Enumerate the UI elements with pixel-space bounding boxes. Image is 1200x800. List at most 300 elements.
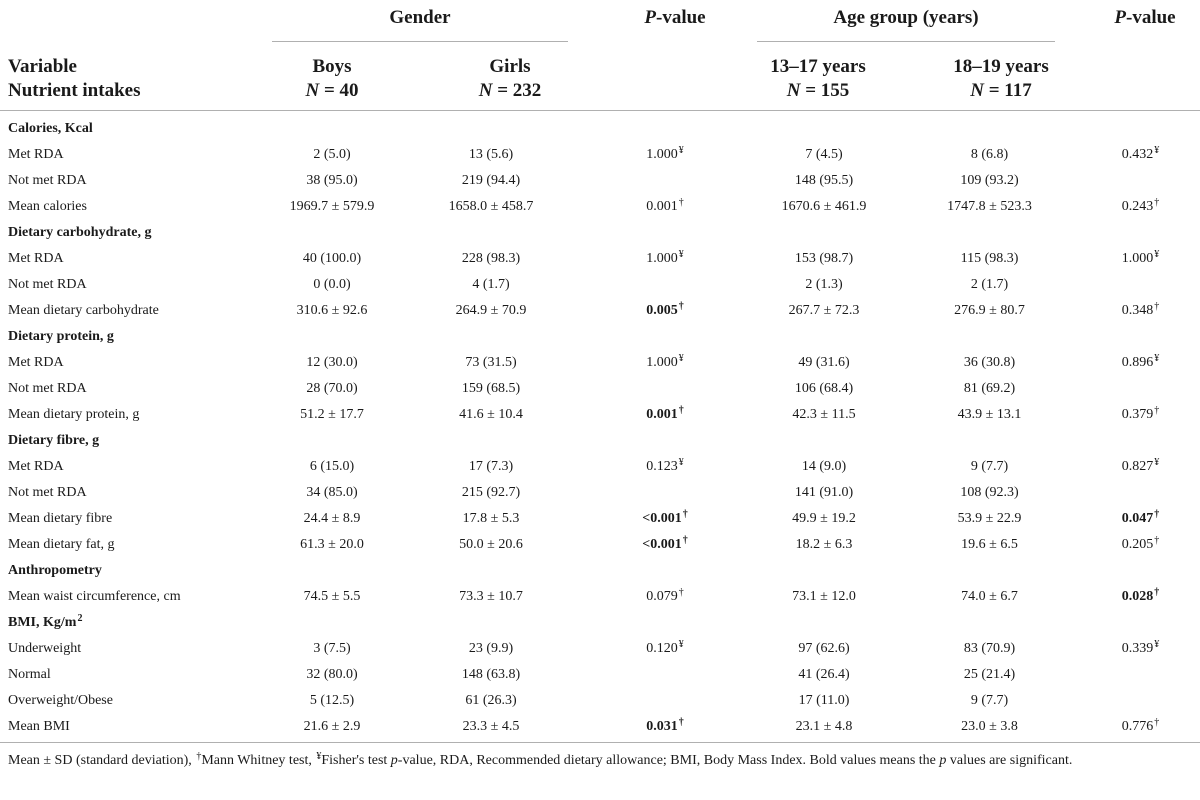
header-age1 xyxy=(738,55,898,103)
table-row xyxy=(0,532,1200,558)
cell-pvalue-age-value: 0.776 xyxy=(1121,719,1154,734)
header-age2 xyxy=(921,55,1081,103)
cell-girls-value: 215 (92.7) xyxy=(461,485,521,500)
header-boys-label: Boys xyxy=(312,56,352,77)
header-age-rule xyxy=(757,41,1055,42)
cell-boys-value: 21.6 ± 2.9 xyxy=(303,719,361,734)
cell-pvalue-gender xyxy=(580,688,750,714)
cell-age-18-19-value: 276.9 ± 80.7 xyxy=(954,303,1025,318)
dagger-symbol: † xyxy=(196,751,202,762)
nutrient-table-body xyxy=(0,116,1200,740)
cell-girls-value: 50.0 ± 20.6 xyxy=(459,537,523,552)
cell-pvalue-gender xyxy=(580,714,750,740)
cell-age-13-17 xyxy=(750,142,898,168)
header-age1-n xyxy=(738,79,898,103)
section-row xyxy=(0,324,1200,350)
header-gender: Gender xyxy=(389,7,451,28)
cell-boys-value: 6 (15.0) xyxy=(309,459,355,474)
nutrient-table xyxy=(0,116,1200,740)
cell-pvalue-gender xyxy=(580,584,750,610)
cell-pvalue-gender xyxy=(580,454,750,480)
test-marker: † xyxy=(1154,717,1160,728)
cell-pvalue-age xyxy=(1081,272,1200,298)
test-marker: † xyxy=(682,509,688,520)
row-label-value: Mean BMI xyxy=(8,719,70,734)
cell-age-13-17 xyxy=(750,376,898,402)
test-marker: ¥ xyxy=(678,145,684,156)
cell-boys xyxy=(262,688,402,714)
cell-girls xyxy=(402,246,580,272)
cell-age-13-17-value: 1670.6 ± 461.9 xyxy=(781,199,867,214)
cell-boys-value: 12 (30.0) xyxy=(306,355,358,370)
cell-pvalue-gender xyxy=(580,506,750,532)
cell-boys-value: 310.6 ± 92.6 xyxy=(296,303,368,318)
cell-pvalue-age xyxy=(1081,194,1200,220)
row-label xyxy=(0,584,262,610)
cell-girls-value: 23.3 ± 4.5 xyxy=(462,719,520,734)
section-row xyxy=(0,220,1200,246)
cell-age-13-17-value: 97 (62.6) xyxy=(798,641,850,656)
cell-age-13-17-value: 17 (11.0) xyxy=(798,693,850,708)
table-row xyxy=(0,194,1200,220)
header-age2-label: 18–19 years xyxy=(953,56,1049,77)
row-label-value: Met RDA xyxy=(8,355,64,370)
row-label-value: Not met RDA xyxy=(8,277,87,292)
header-p-suffix: -value xyxy=(656,7,706,28)
header-p-suffix: -value xyxy=(1126,7,1176,28)
cell-boys-value: 74.5 ± 5.5 xyxy=(303,589,361,604)
header-pvalue-age xyxy=(1090,6,1200,30)
cell-age-18-19-value: 74.0 ± 6.7 xyxy=(961,589,1018,604)
cell-pvalue-gender xyxy=(580,246,750,272)
cell-pvalue-age xyxy=(1081,714,1200,740)
table-row xyxy=(0,350,1200,376)
section-row xyxy=(0,428,1200,454)
row-label xyxy=(0,480,262,506)
test-marker: ¥ xyxy=(1154,249,1160,260)
cell-boys-value: 34 (85.0) xyxy=(306,485,358,500)
cell-age-18-19 xyxy=(898,688,1081,714)
cell-pvalue-age xyxy=(1081,402,1200,428)
cell-age-13-17 xyxy=(750,714,898,740)
row-label xyxy=(0,168,262,194)
cell-age-13-17 xyxy=(750,350,898,376)
cell-age-13-17-value: 141 (91.0) xyxy=(794,485,854,500)
cell-boys xyxy=(262,532,402,558)
cell-age-18-19-value: 9 (7.7) xyxy=(970,693,1009,708)
cell-pvalue-age xyxy=(1081,532,1200,558)
row-label-value: Mean dietary protein, g xyxy=(8,407,140,422)
cell-boys xyxy=(262,272,402,298)
row-label-value: Underweight xyxy=(8,641,82,656)
cell-age-13-17-value: 106 (68.4) xyxy=(794,381,854,396)
cell-age-18-19 xyxy=(898,662,1081,688)
section-heading xyxy=(0,220,1200,246)
cell-age-18-19 xyxy=(898,636,1081,662)
test-marker: ¥ xyxy=(1154,457,1160,468)
footnote-part3: Fisher's test xyxy=(321,753,391,768)
cell-girls xyxy=(402,584,580,610)
cell-age-18-19-value: 109 (93.2) xyxy=(960,173,1019,188)
cell-age-13-17 xyxy=(750,298,898,324)
section-row xyxy=(0,116,1200,142)
table-row xyxy=(0,714,1200,740)
header-n-letter: N xyxy=(305,80,320,101)
cell-pvalue-gender xyxy=(580,532,750,558)
table-row xyxy=(0,662,1200,688)
test-marker: ¥ xyxy=(1154,145,1160,156)
cell-age-18-19-value: 36 (30.8) xyxy=(963,355,1016,370)
cell-boys-value: 38 (95.0) xyxy=(306,173,358,188)
cell-age-18-19 xyxy=(898,532,1081,558)
row-label-value: Met RDA xyxy=(8,147,64,162)
test-marker: † xyxy=(678,717,684,728)
section-row xyxy=(0,558,1200,584)
header-pvalue-gender xyxy=(610,6,740,30)
cell-boys xyxy=(262,714,402,740)
cell-boys-value: 61.3 ± 20.0 xyxy=(300,537,364,552)
table-row xyxy=(0,246,1200,272)
cell-age-18-19 xyxy=(898,454,1081,480)
cell-age-13-17-value: 7 (4.5) xyxy=(805,147,843,162)
cell-age-18-19 xyxy=(898,272,1081,298)
table-row xyxy=(0,506,1200,532)
cell-pvalue-gender-value: 0.001 xyxy=(646,199,678,214)
cell-pvalue-gender xyxy=(580,298,750,324)
cell-boys-value: 0 (0.0) xyxy=(313,277,351,292)
test-marker: † xyxy=(1154,509,1160,520)
cell-age-18-19-value: 115 (98.3) xyxy=(960,251,1019,266)
header-girls xyxy=(440,55,580,103)
cell-pvalue-gender xyxy=(580,636,750,662)
test-marker: ¥ xyxy=(678,639,684,650)
footnote-part1: Mean ± SD (standard deviation), xyxy=(8,753,196,768)
cell-boys-value: 2 (5.0) xyxy=(313,147,351,162)
cell-girls xyxy=(402,168,580,194)
table-row xyxy=(0,636,1200,662)
table-row xyxy=(0,688,1200,714)
header-n-eq: = xyxy=(492,80,513,101)
header-bottom-rule xyxy=(0,110,1200,111)
header-n-eq: = xyxy=(983,80,1005,101)
cell-age-18-19-value: 53.9 ± 22.9 xyxy=(957,511,1022,526)
cell-age-13-17-value: 18.2 ± 6.3 xyxy=(795,537,853,552)
cell-age-13-17 xyxy=(750,662,898,688)
cell-pvalue-gender-value: 0.120 xyxy=(646,641,678,656)
row-label xyxy=(0,688,262,714)
table-row xyxy=(0,584,1200,610)
cell-girls xyxy=(402,714,580,740)
cell-pvalue-age-value: 0.047 xyxy=(1121,511,1154,526)
header-p-letter: P xyxy=(644,7,656,28)
cell-girls xyxy=(402,480,580,506)
row-label xyxy=(0,506,262,532)
cell-age-13-17 xyxy=(750,584,898,610)
cell-pvalue-gender-value: 0.001 xyxy=(646,407,678,422)
table-row xyxy=(0,376,1200,402)
section-heading-text: Calories, Kcal xyxy=(8,121,93,136)
cell-pvalue-age-value: 0.205 xyxy=(1121,537,1154,552)
cell-pvalue-age xyxy=(1081,480,1200,506)
footnote-p-italic2: p xyxy=(939,753,947,768)
cell-pvalue-age-value: 0.028 xyxy=(1121,589,1154,604)
header-variable-line1: Variable xyxy=(8,56,77,77)
row-label-value: Met RDA xyxy=(8,459,64,474)
cell-pvalue-gender xyxy=(580,272,750,298)
row-label-value: Normal xyxy=(8,667,51,682)
section-row xyxy=(0,610,1200,636)
header-age1-count: 155 xyxy=(820,80,850,101)
section-heading-superscript: 2 xyxy=(77,613,83,624)
row-label xyxy=(0,532,262,558)
cell-age-13-17-value: 267.7 ± 72.3 xyxy=(788,303,860,318)
cell-girls xyxy=(402,376,580,402)
cell-age-13-17-value: 42.3 ± 11.5 xyxy=(792,407,856,422)
cell-boys-value: 40 (100.0) xyxy=(302,251,362,266)
cell-pvalue-age xyxy=(1081,636,1200,662)
row-label-value: Mean dietary carbohydrate xyxy=(8,303,159,318)
cell-age-13-17-value: 73.1 ± 12.0 xyxy=(792,589,856,604)
cell-age-18-19 xyxy=(898,480,1081,506)
cell-pvalue-gender xyxy=(580,376,750,402)
cell-girls xyxy=(402,402,580,428)
cell-girls-value: 61 (26.3) xyxy=(465,693,517,708)
cell-age-13-17 xyxy=(750,454,898,480)
cell-pvalue-age xyxy=(1081,662,1200,688)
cell-age-13-17 xyxy=(750,636,898,662)
cell-pvalue-gender-value: 1.000 xyxy=(646,355,678,370)
cell-age-13-17 xyxy=(750,402,898,428)
cell-girls xyxy=(402,454,580,480)
cell-boys xyxy=(262,298,402,324)
header-variable xyxy=(8,55,140,103)
cell-pvalue-age xyxy=(1081,168,1200,194)
cell-boys xyxy=(262,584,402,610)
cell-girls xyxy=(402,636,580,662)
cell-age-18-19 xyxy=(898,298,1081,324)
table-footnote xyxy=(8,750,1193,771)
row-label-value: Not met RDA xyxy=(8,173,87,188)
cell-boys-value: 5 (12.5) xyxy=(309,693,355,708)
cell-boys-value: 28 (70.0) xyxy=(306,381,358,396)
header-age2-count: 117 xyxy=(1004,80,1032,101)
row-label xyxy=(0,350,262,376)
cell-age-13-17 xyxy=(750,506,898,532)
test-marker: † xyxy=(1154,405,1160,416)
cell-pvalue-gender-value: 0.031 xyxy=(646,719,678,734)
header-age-group: Age group (years) xyxy=(833,7,979,28)
row-label xyxy=(0,142,262,168)
header-age2-n xyxy=(921,79,1081,103)
cell-age-18-19-value: 9 (7.7) xyxy=(970,459,1009,474)
cell-girls-value: 264.9 ± 70.9 xyxy=(455,303,527,318)
table-row xyxy=(0,480,1200,506)
cell-boys-value: 51.2 ± 17.7 xyxy=(300,407,364,422)
cell-pvalue-gender-value: 0.005 xyxy=(646,303,678,318)
cell-pvalue-age xyxy=(1081,506,1200,532)
cell-boys xyxy=(262,402,402,428)
cell-pvalue-gender xyxy=(580,402,750,428)
cell-girls xyxy=(402,350,580,376)
cell-boys xyxy=(262,506,402,532)
cell-age-18-19 xyxy=(898,714,1081,740)
test-marker: ¥ xyxy=(678,249,684,260)
footnote-p-italic: p xyxy=(390,753,398,768)
cell-girls xyxy=(402,142,580,168)
cell-girls-value: 17.8 ± 5.3 xyxy=(462,511,520,526)
header-boys-n xyxy=(262,79,402,103)
cell-age-13-17-value: 23.1 ± 4.8 xyxy=(795,719,853,734)
test-marker: † xyxy=(678,197,684,208)
cell-age-18-19-value: 1747.8 ± 523.3 xyxy=(947,199,1032,214)
test-marker: † xyxy=(1154,535,1160,546)
row-label-value: Met RDA xyxy=(8,251,64,266)
cell-pvalue-age-value: 0.379 xyxy=(1121,407,1154,422)
cell-pvalue-age xyxy=(1081,584,1200,610)
cell-pvalue-gender xyxy=(580,142,750,168)
header-boys-count: 40 xyxy=(339,80,359,101)
cell-pvalue-age-value: 0.243 xyxy=(1121,199,1154,214)
footnote-part5: values are significant. xyxy=(946,753,1073,768)
cell-girls-value: 4 (1.7) xyxy=(472,277,510,292)
cell-girls-value: 41.6 ± 10.4 xyxy=(459,407,523,422)
row-label-value: Overweight/Obese xyxy=(8,693,113,708)
cell-age-18-19 xyxy=(898,506,1081,532)
row-label-value: Mean dietary fat, g xyxy=(8,537,115,552)
test-marker: ¥ xyxy=(1154,353,1160,364)
table-row xyxy=(0,272,1200,298)
cell-pvalue-gender xyxy=(580,350,750,376)
row-label-value: Not met RDA xyxy=(8,485,87,500)
row-label xyxy=(0,402,262,428)
cell-age-13-17 xyxy=(750,272,898,298)
cell-girls-value: 73.3 ± 10.7 xyxy=(459,589,523,604)
cell-age-18-19 xyxy=(898,168,1081,194)
cell-age-13-17 xyxy=(750,194,898,220)
cell-boys xyxy=(262,636,402,662)
cell-age-18-19 xyxy=(898,246,1081,272)
section-heading-text: Dietary protein, g xyxy=(8,329,114,344)
footnote-part4: -value, RDA, Recommended dietary allowance; BMI, Body Mass Index. Bold values means the xyxy=(397,753,940,768)
section-heading xyxy=(0,428,1200,454)
cell-boys xyxy=(262,662,402,688)
cell-girls-value: 73 (31.5) xyxy=(465,355,517,370)
cell-pvalue-age xyxy=(1081,142,1200,168)
test-marker: † xyxy=(1154,301,1160,312)
cell-pvalue-gender xyxy=(580,194,750,220)
cell-pvalue-gender-value: <0.001 xyxy=(642,511,682,526)
header-gender-rule xyxy=(272,41,568,42)
cell-age-13-17-value: 148 (95.5) xyxy=(794,173,854,188)
cell-boys xyxy=(262,246,402,272)
row-label-value: Mean waist circumference, cm xyxy=(8,589,181,604)
section-heading-text: Dietary carbohydrate, g xyxy=(8,225,152,240)
cell-pvalue-age xyxy=(1081,298,1200,324)
cell-age-18-19-value: 19.6 ± 6.5 xyxy=(961,537,1018,552)
cell-pvalue-age xyxy=(1081,246,1200,272)
test-marker: ¥ xyxy=(1154,639,1160,650)
row-label-value: Not met RDA xyxy=(8,381,87,396)
row-label xyxy=(0,714,262,740)
header-n-letter: N xyxy=(786,80,801,101)
table-row xyxy=(0,402,1200,428)
test-marker: † xyxy=(1154,587,1160,598)
cell-pvalue-age xyxy=(1081,350,1200,376)
cell-boys xyxy=(262,194,402,220)
cell-age-18-19 xyxy=(898,584,1081,610)
section-heading-text: Dietary fibre, g xyxy=(8,433,100,448)
header-girls-n xyxy=(440,79,580,103)
section-heading-text: Anthropometry xyxy=(8,563,102,578)
row-label xyxy=(0,376,262,402)
test-marker: † xyxy=(1154,197,1160,208)
cell-pvalue-gender-value: 1.000 xyxy=(646,147,678,162)
cell-age-13-17 xyxy=(750,532,898,558)
row-label-value: Mean calories xyxy=(8,199,87,214)
footnote-part2: Mann Whitney test, xyxy=(201,753,316,768)
cell-age-18-19-value: 8 (6.8) xyxy=(970,147,1009,162)
cell-girls-value: 219 (94.4) xyxy=(461,173,521,188)
cell-girls xyxy=(402,298,580,324)
table-bottom-rule xyxy=(0,742,1200,743)
cell-pvalue-gender-value: 0.123 xyxy=(646,459,678,474)
cell-age-18-19 xyxy=(898,376,1081,402)
cell-pvalue-age xyxy=(1081,688,1200,714)
header-n-letter: N xyxy=(970,80,984,101)
section-heading xyxy=(0,324,1200,350)
cell-age-13-17-value: 49 (31.6) xyxy=(798,355,850,370)
cell-boys xyxy=(262,454,402,480)
cell-age-13-17-value: 14 (9.0) xyxy=(801,459,847,474)
cell-boys-value: 1969.7 ± 579.9 xyxy=(289,199,375,214)
row-label xyxy=(0,298,262,324)
cell-girls xyxy=(402,194,580,220)
test-marker: † xyxy=(678,301,684,312)
row-label xyxy=(0,454,262,480)
header-boys xyxy=(262,55,402,103)
row-label xyxy=(0,662,262,688)
cell-age-18-19-value: 25 (21.4) xyxy=(963,667,1016,682)
cell-age-13-17 xyxy=(750,480,898,506)
cell-boys-value: 24.4 ± 8.9 xyxy=(303,511,361,526)
cell-girls-value: 148 (63.8) xyxy=(461,667,521,682)
cell-boys xyxy=(262,142,402,168)
cell-age-18-19 xyxy=(898,142,1081,168)
cell-pvalue-age-value: 1.000 xyxy=(1121,251,1154,266)
cell-pvalue-gender xyxy=(580,168,750,194)
cell-pvalue-gender-value: <0.001 xyxy=(642,537,682,552)
cell-boys xyxy=(262,480,402,506)
cell-pvalue-age-value: 0.432 xyxy=(1121,147,1154,162)
row-label xyxy=(0,246,262,272)
cell-age-13-17-value: 2 (1.3) xyxy=(805,277,843,292)
cell-pvalue-age xyxy=(1081,376,1200,402)
cell-age-18-19-value: 81 (69.2) xyxy=(963,381,1016,396)
cell-pvalue-gender xyxy=(580,662,750,688)
header-variable-line2: Nutrient intakes xyxy=(8,80,141,101)
cell-age-18-19 xyxy=(898,194,1081,220)
cell-boys-value: 32 (80.0) xyxy=(306,667,358,682)
cell-pvalue-age-value: 0.827 xyxy=(1121,459,1154,474)
table-row xyxy=(0,142,1200,168)
cell-age-13-17 xyxy=(750,246,898,272)
cell-pvalue-gender xyxy=(580,480,750,506)
cell-age-18-19 xyxy=(898,402,1081,428)
header-age1-label: 13–17 years xyxy=(770,56,866,77)
test-marker: † xyxy=(678,587,684,598)
header-n-eq: = xyxy=(800,80,821,101)
cell-boys-value: 3 (7.5) xyxy=(313,641,351,656)
